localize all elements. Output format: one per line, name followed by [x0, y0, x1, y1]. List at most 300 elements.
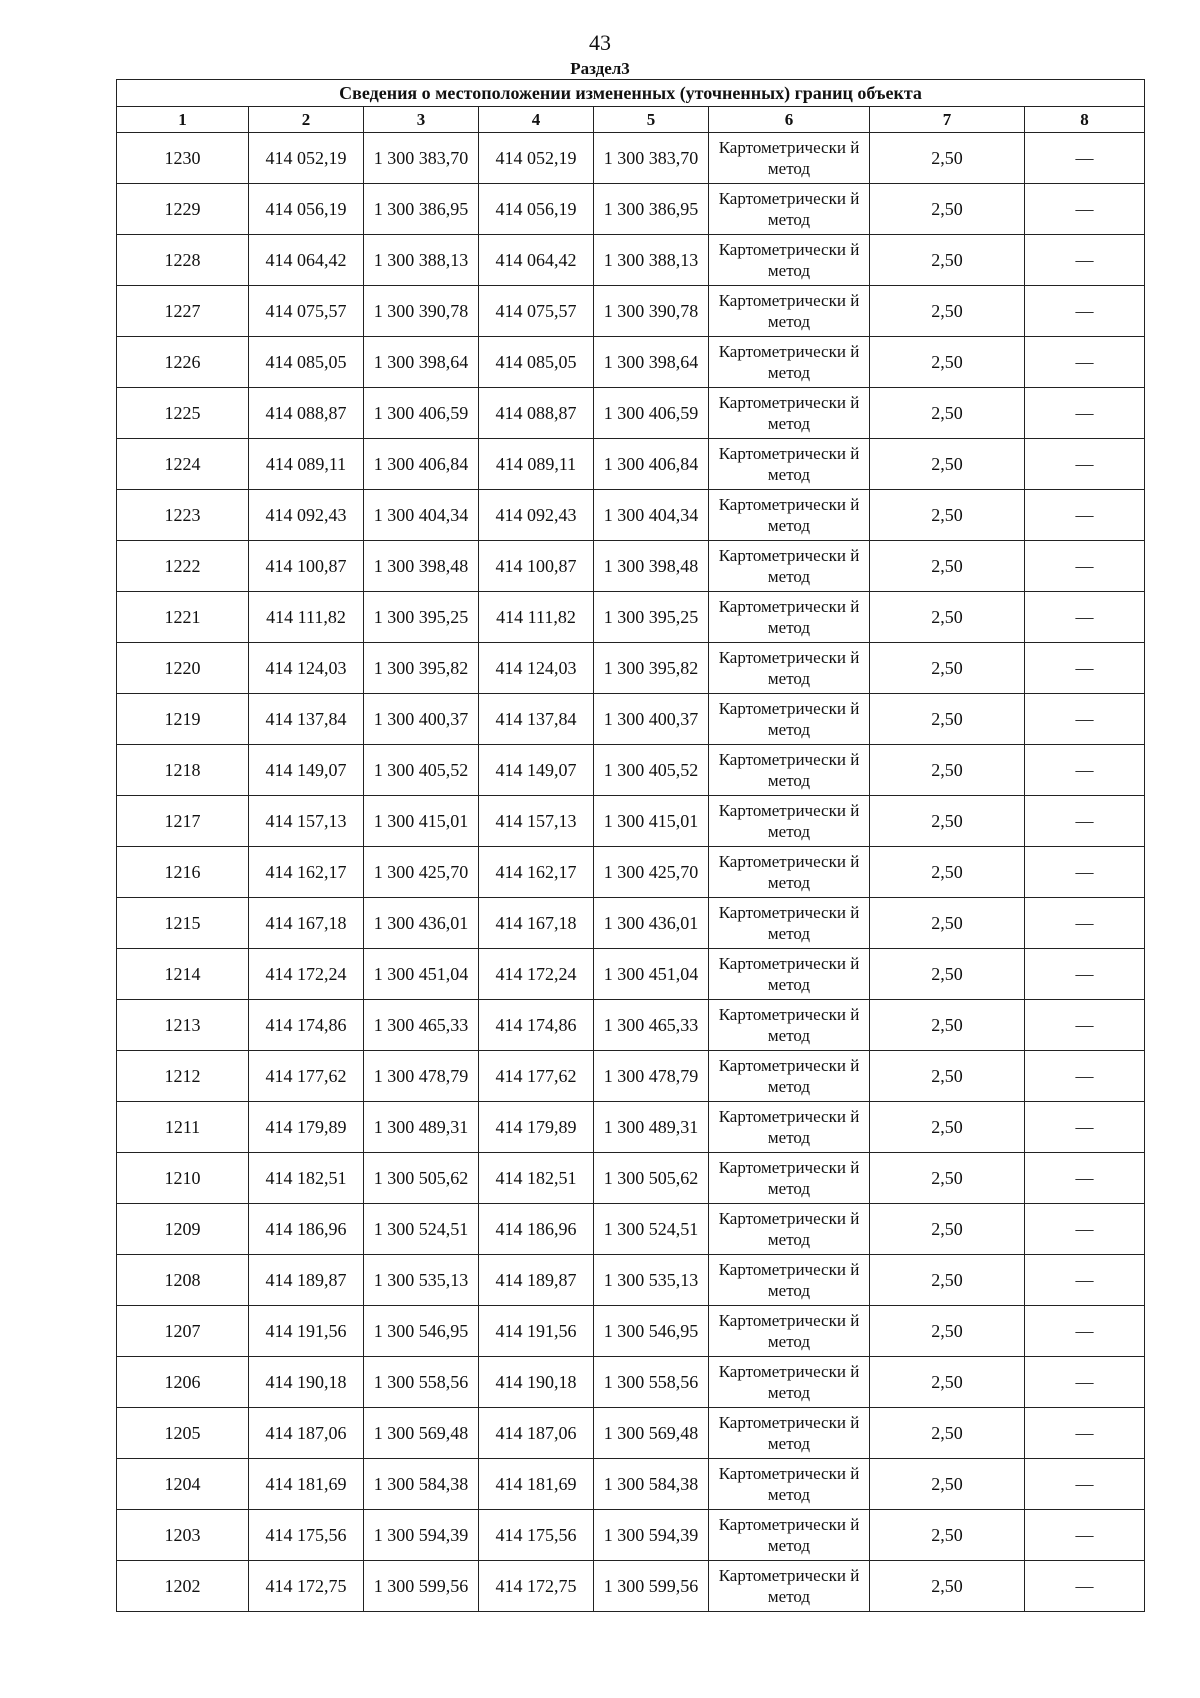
cell-description: [1025, 1459, 1145, 1510]
cell-x-existing: 414 100,87: [249, 541, 364, 592]
table-row: [117, 643, 1145, 694]
cell-method: Картометрически й метод: [709, 1051, 870, 1102]
cell-x-new: 414 089,11: [479, 439, 594, 490]
table-row: [117, 745, 1145, 796]
column-header-row: [117, 107, 1145, 133]
cell-point-number: 1221: [117, 592, 249, 643]
table-row: [117, 796, 1145, 847]
cell-accuracy: 2,50: [870, 1102, 1025, 1153]
cell-x-existing: 414 182,51: [249, 1153, 364, 1204]
cell-x-new: 414 124,03: [479, 643, 594, 694]
cell-method: Картометрически й метод: [709, 643, 870, 694]
cell-y-existing: 1 300 505,62: [364, 1153, 479, 1204]
dash-mark: —: [1075, 1015, 1094, 1035]
cell-description: [1025, 643, 1145, 694]
cell-description: [1025, 286, 1145, 337]
cell-y-existing: 1 300 524,51: [364, 1204, 479, 1255]
cell-x-existing: 414 089,11: [249, 439, 364, 490]
cell-x-new: 414 191,56: [479, 1306, 594, 1357]
cell-y-existing: 1 300 406,84: [364, 439, 479, 490]
column-header-1: 1: [117, 107, 249, 133]
cell-y-existing: 1 300 489,31: [364, 1102, 479, 1153]
cell-point-number: 1218: [117, 745, 249, 796]
dash-mark: —: [1075, 607, 1094, 627]
cell-accuracy: 2,50: [870, 1000, 1025, 1051]
cell-description: [1025, 1357, 1145, 1408]
cell-x-new: 414 085,05: [479, 337, 594, 388]
cell-accuracy: 2,50: [870, 796, 1025, 847]
dash-mark: —: [1075, 811, 1094, 831]
table-caption-row: [117, 80, 1145, 107]
cell-y-existing: 1 300 599,56: [364, 1561, 479, 1612]
table-row: [117, 490, 1145, 541]
cell-x-existing: 414 172,75: [249, 1561, 364, 1612]
cell-description: [1025, 1510, 1145, 1561]
dash-mark: —: [1075, 505, 1094, 525]
dash-mark: —: [1075, 1219, 1094, 1239]
table-row: [117, 337, 1145, 388]
cell-description: [1025, 439, 1145, 490]
cell-y-existing: 1 300 594,39: [364, 1510, 479, 1561]
dash-mark: —: [1075, 1321, 1094, 1341]
page-number: 43: [589, 30, 611, 55]
cell-y-existing: 1 300 386,95: [364, 184, 479, 235]
cell-accuracy: 2,50: [870, 490, 1025, 541]
cell-description: [1025, 694, 1145, 745]
cell-x-existing: 414 175,56: [249, 1510, 364, 1561]
cell-point-number: 1222: [117, 541, 249, 592]
cell-y-existing: 1 300 406,59: [364, 388, 479, 439]
cell-x-new: 414 186,96: [479, 1204, 594, 1255]
cell-y-new: 1 300 383,70: [594, 133, 709, 184]
cell-accuracy: 2,50: [870, 949, 1025, 1000]
cell-point-number: 1208: [117, 1255, 249, 1306]
cell-x-new: 414 189,87: [479, 1255, 594, 1306]
cell-x-existing: 414 052,19: [249, 133, 364, 184]
cell-method: Картометрически й метод: [709, 184, 870, 235]
table-row: [117, 286, 1145, 337]
cell-description: [1025, 796, 1145, 847]
cell-x-new: 414 181,69: [479, 1459, 594, 1510]
table-caption: Сведения о местоположении измененных (уточненных) границ объекта: [117, 80, 1145, 107]
cell-x-existing: 414 162,17: [249, 847, 364, 898]
cell-y-existing: 1 300 400,37: [364, 694, 479, 745]
cell-point-number: 1220: [117, 643, 249, 694]
cell-accuracy: 2,50: [870, 1153, 1025, 1204]
cell-y-existing: 1 300 478,79: [364, 1051, 479, 1102]
cell-x-new: 414 100,87: [479, 541, 594, 592]
cell-point-number: 1223: [117, 490, 249, 541]
cell-accuracy: 2,50: [870, 694, 1025, 745]
cell-description: [1025, 1102, 1145, 1153]
cell-method: Картометрически й метод: [709, 541, 870, 592]
cell-description: [1025, 745, 1145, 796]
table-row: [117, 388, 1145, 439]
dash-mark: —: [1075, 1270, 1094, 1290]
cell-method: Картометрически й метод: [709, 1153, 870, 1204]
cell-accuracy: 2,50: [870, 541, 1025, 592]
cell-y-new: 1 300 489,31: [594, 1102, 709, 1153]
column-header-2: 2: [249, 107, 364, 133]
column-header-4: 4: [479, 107, 594, 133]
cell-point-number: 1216: [117, 847, 249, 898]
cell-method: Картометрически й метод: [709, 1306, 870, 1357]
cell-x-new: 414 056,19: [479, 184, 594, 235]
cell-y-new: 1 300 395,25: [594, 592, 709, 643]
cell-description: [1025, 1000, 1145, 1051]
cell-point-number: 1207: [117, 1306, 249, 1357]
cell-description: [1025, 1306, 1145, 1357]
cell-accuracy: 2,50: [870, 337, 1025, 388]
cell-method: Картометрически й метод: [709, 1408, 870, 1459]
dash-mark: —: [1075, 1576, 1094, 1596]
dash-mark: —: [1075, 862, 1094, 882]
cell-method: Картометрически й метод: [709, 1255, 870, 1306]
cell-method: Картометрически й метод: [709, 1510, 870, 1561]
cell-y-new: 1 300 478,79: [594, 1051, 709, 1102]
cell-accuracy: 2,50: [870, 1051, 1025, 1102]
dash-mark: —: [1075, 709, 1094, 729]
dash-mark: —: [1075, 199, 1094, 219]
cell-x-existing: 414 191,56: [249, 1306, 364, 1357]
cell-point-number: 1210: [117, 1153, 249, 1204]
cell-method: Картометрически й метод: [709, 796, 870, 847]
cell-method: Картометрически й метод: [709, 235, 870, 286]
cell-y-new: 1 300 584,38: [594, 1459, 709, 1510]
cell-accuracy: 2,50: [870, 286, 1025, 337]
cell-accuracy: 2,50: [870, 1255, 1025, 1306]
cell-y-existing: 1 300 395,25: [364, 592, 479, 643]
cell-method: Картометрически й метод: [709, 694, 870, 745]
cell-x-existing: 414 187,06: [249, 1408, 364, 1459]
cell-x-existing: 414 177,62: [249, 1051, 364, 1102]
cell-point-number: 1217: [117, 796, 249, 847]
dash-mark: —: [1075, 1117, 1094, 1137]
cell-x-existing: 414 075,57: [249, 286, 364, 337]
cell-description: [1025, 388, 1145, 439]
table-row: [117, 949, 1145, 1000]
dash-mark: —: [1075, 658, 1094, 678]
cell-y-existing: 1 300 404,34: [364, 490, 479, 541]
cell-method: Картометрически й метод: [709, 1459, 870, 1510]
cell-x-existing: 414 189,87: [249, 1255, 364, 1306]
cell-method: Картометрически й метод: [709, 133, 870, 184]
cell-x-new: 414 172,75: [479, 1561, 594, 1612]
cell-y-new: 1 300 594,39: [594, 1510, 709, 1561]
cell-method: Картометрически й метод: [709, 745, 870, 796]
cell-point-number: 1204: [117, 1459, 249, 1510]
cell-y-existing: 1 300 395,82: [364, 643, 479, 694]
cell-y-existing: 1 300 398,64: [364, 337, 479, 388]
cell-y-existing: 1 300 425,70: [364, 847, 479, 898]
column-header-5: 5: [594, 107, 709, 133]
cell-accuracy: 2,50: [870, 1306, 1025, 1357]
cell-x-existing: 414 111,82: [249, 592, 364, 643]
cell-description: [1025, 235, 1145, 286]
cell-x-new: 414 075,57: [479, 286, 594, 337]
cell-y-new: 1 300 425,70: [594, 847, 709, 898]
cell-accuracy: 2,50: [870, 1510, 1025, 1561]
cell-method: Картометрически й метод: [709, 388, 870, 439]
cell-accuracy: 2,50: [870, 439, 1025, 490]
cell-point-number: 1213: [117, 1000, 249, 1051]
cell-y-existing: 1 300 546,95: [364, 1306, 479, 1357]
cell-point-number: 1202: [117, 1561, 249, 1612]
cell-method: Картометрически й метод: [709, 898, 870, 949]
cell-description: [1025, 1561, 1145, 1612]
table-row: [117, 541, 1145, 592]
table-row: [117, 133, 1145, 184]
cell-x-existing: 414 172,24: [249, 949, 364, 1000]
table-row: [117, 184, 1145, 235]
cell-y-existing: 1 300 569,48: [364, 1408, 479, 1459]
cell-x-new: 414 177,62: [479, 1051, 594, 1102]
dash-mark: —: [1075, 250, 1094, 270]
dash-mark: —: [1075, 1066, 1094, 1086]
dash-mark: —: [1075, 301, 1094, 321]
cell-y-new: 1 300 451,04: [594, 949, 709, 1000]
cell-description: [1025, 541, 1145, 592]
cell-description: [1025, 490, 1145, 541]
cell-description: [1025, 133, 1145, 184]
table-row: [117, 694, 1145, 745]
cell-accuracy: 2,50: [870, 388, 1025, 439]
cell-y-existing: 1 300 451,04: [364, 949, 479, 1000]
cell-description: [1025, 184, 1145, 235]
cell-x-existing: 414 157,13: [249, 796, 364, 847]
table-row: [117, 1000, 1145, 1051]
table-row: [117, 898, 1145, 949]
cell-y-existing: 1 300 383,70: [364, 133, 479, 184]
cell-y-new: 1 300 436,01: [594, 898, 709, 949]
cell-y-new: 1 300 505,62: [594, 1153, 709, 1204]
cell-point-number: 1206: [117, 1357, 249, 1408]
cell-accuracy: 2,50: [870, 1204, 1025, 1255]
cell-point-number: 1203: [117, 1510, 249, 1561]
cell-point-number: 1209: [117, 1204, 249, 1255]
cell-method: Картометрически й метод: [709, 439, 870, 490]
cell-y-new: 1 300 405,52: [594, 745, 709, 796]
table-row: [117, 235, 1145, 286]
dash-mark: —: [1075, 454, 1094, 474]
cell-y-new: 1 300 524,51: [594, 1204, 709, 1255]
cell-y-existing: 1 300 465,33: [364, 1000, 479, 1051]
cell-point-number: 1211: [117, 1102, 249, 1153]
cell-x-new: 414 111,82: [479, 592, 594, 643]
column-header-6: 6: [709, 107, 870, 133]
cell-y-new: 1 300 400,37: [594, 694, 709, 745]
cell-x-existing: 414 085,05: [249, 337, 364, 388]
cell-method: Картометрически й метод: [709, 1000, 870, 1051]
cell-method: Картометрически й метод: [709, 286, 870, 337]
column-header-3: 3: [364, 107, 479, 133]
cell-x-existing: 414 179,89: [249, 1102, 364, 1153]
cell-y-existing: 1 300 436,01: [364, 898, 479, 949]
cell-method: Картометрически й метод: [709, 1204, 870, 1255]
cell-y-new: 1 300 404,34: [594, 490, 709, 541]
cell-y-existing: 1 300 535,13: [364, 1255, 479, 1306]
dash-mark: —: [1075, 556, 1094, 576]
cell-method: Картометрически й метод: [709, 847, 870, 898]
cell-x-existing: 414 124,03: [249, 643, 364, 694]
table-row: [117, 1102, 1145, 1153]
dash-mark: —: [1075, 1525, 1094, 1545]
dash-mark: —: [1075, 403, 1094, 423]
cell-x-new: 414 175,56: [479, 1510, 594, 1561]
cell-x-existing: 414 056,19: [249, 184, 364, 235]
cell-x-existing: 414 092,43: [249, 490, 364, 541]
cell-y-existing: 1 300 415,01: [364, 796, 479, 847]
cell-y-existing: 1 300 558,56: [364, 1357, 479, 1408]
table-row: [117, 1459, 1145, 1510]
dash-mark: —: [1075, 760, 1094, 780]
cell-x-existing: 414 190,18: [249, 1357, 364, 1408]
cell-method: Картометрически й метод: [709, 949, 870, 1000]
cell-y-new: 1 300 415,01: [594, 796, 709, 847]
cell-x-new: 414 174,86: [479, 1000, 594, 1051]
cell-y-existing: 1 300 584,38: [364, 1459, 479, 1510]
cell-accuracy: 2,50: [870, 745, 1025, 796]
boundary-coordinates-table: [116, 79, 1145, 1612]
cell-x-new: 414 190,18: [479, 1357, 594, 1408]
table-row: [117, 1255, 1145, 1306]
cell-description: [1025, 898, 1145, 949]
cell-point-number: 1219: [117, 694, 249, 745]
cell-accuracy: 2,50: [870, 592, 1025, 643]
cell-description: [1025, 1153, 1145, 1204]
table-row: [117, 1510, 1145, 1561]
cell-x-new: 414 179,89: [479, 1102, 594, 1153]
cell-x-existing: 414 137,84: [249, 694, 364, 745]
dash-mark: —: [1075, 964, 1094, 984]
table-row: [117, 1153, 1145, 1204]
cell-method: Картометрически й метод: [709, 490, 870, 541]
cell-description: [1025, 949, 1145, 1000]
cell-accuracy: 2,50: [870, 898, 1025, 949]
cell-description: [1025, 1408, 1145, 1459]
cell-y-new: 1 300 395,82: [594, 643, 709, 694]
cell-x-new: 414 092,43: [479, 490, 594, 541]
cell-x-new: 414 172,24: [479, 949, 594, 1000]
cell-accuracy: 2,50: [870, 1561, 1025, 1612]
cell-description: [1025, 337, 1145, 388]
cell-y-new: 1 300 390,78: [594, 286, 709, 337]
cell-accuracy: 2,50: [870, 1408, 1025, 1459]
cell-point-number: 1215: [117, 898, 249, 949]
cell-y-new: 1 300 406,59: [594, 388, 709, 439]
cell-y-new: 1 300 599,56: [594, 1561, 709, 1612]
table-row: [117, 439, 1145, 490]
table-row: [117, 1051, 1145, 1102]
table-row: [117, 1306, 1145, 1357]
cell-x-new: 414 137,84: [479, 694, 594, 745]
cell-x-existing: 414 149,07: [249, 745, 364, 796]
column-header-7: 7: [870, 107, 1025, 133]
cell-y-new: 1 300 398,64: [594, 337, 709, 388]
cell-point-number: 1224: [117, 439, 249, 490]
cell-accuracy: 2,50: [870, 235, 1025, 286]
cell-point-number: 1212: [117, 1051, 249, 1102]
cell-point-number: 1225: [117, 388, 249, 439]
table-row: [117, 1357, 1145, 1408]
dash-mark: —: [1075, 1372, 1094, 1392]
cell-point-number: 1214: [117, 949, 249, 1000]
table-row: [117, 1408, 1145, 1459]
cell-y-existing: 1 300 388,13: [364, 235, 479, 286]
dash-mark: —: [1075, 352, 1094, 372]
cell-y-new: 1 300 398,48: [594, 541, 709, 592]
table-row: [117, 1561, 1145, 1612]
cell-accuracy: 2,50: [870, 184, 1025, 235]
cell-point-number: 1228: [117, 235, 249, 286]
cell-description: [1025, 847, 1145, 898]
cell-y-new: 1 300 558,56: [594, 1357, 709, 1408]
table-row: [117, 1204, 1145, 1255]
cell-x-new: 414 064,42: [479, 235, 594, 286]
cell-y-new: 1 300 535,13: [594, 1255, 709, 1306]
cell-x-new: 414 149,07: [479, 745, 594, 796]
cell-y-new: 1 300 569,48: [594, 1408, 709, 1459]
cell-accuracy: 2,50: [870, 643, 1025, 694]
table-body: [117, 133, 1145, 1612]
cell-description: [1025, 1051, 1145, 1102]
table-row: [117, 592, 1145, 643]
cell-point-number: 1229: [117, 184, 249, 235]
cell-x-existing: 414 186,96: [249, 1204, 364, 1255]
cell-method: Картометрически й метод: [709, 592, 870, 643]
column-header-8: 8: [1025, 107, 1145, 133]
cell-x-existing: 414 167,18: [249, 898, 364, 949]
cell-method: Картометрически й метод: [709, 1102, 870, 1153]
cell-method: Картометрически й метод: [709, 1357, 870, 1408]
cell-y-new: 1 300 406,84: [594, 439, 709, 490]
cell-x-existing: 414 064,42: [249, 235, 364, 286]
cell-accuracy: 2,50: [870, 1357, 1025, 1408]
cell-y-existing: 1 300 398,48: [364, 541, 479, 592]
cell-accuracy: 2,50: [870, 1459, 1025, 1510]
section-title: Раздел3: [570, 59, 630, 78]
cell-accuracy: 2,50: [870, 133, 1025, 184]
cell-x-existing: 414 174,86: [249, 1000, 364, 1051]
dash-mark: —: [1075, 1423, 1094, 1443]
cell-x-existing: 414 181,69: [249, 1459, 364, 1510]
cell-x-new: 414 167,18: [479, 898, 594, 949]
cell-method: Картометрически й метод: [709, 337, 870, 388]
cell-x-new: 414 088,87: [479, 388, 594, 439]
dash-mark: —: [1075, 1168, 1094, 1188]
cell-y-new: 1 300 388,13: [594, 235, 709, 286]
cell-y-existing: 1 300 390,78: [364, 286, 479, 337]
cell-description: [1025, 592, 1145, 643]
cell-x-new: 414 157,13: [479, 796, 594, 847]
cell-accuracy: 2,50: [870, 847, 1025, 898]
cell-x-existing: 414 088,87: [249, 388, 364, 439]
dash-mark: —: [1075, 913, 1094, 933]
cell-description: [1025, 1255, 1145, 1306]
cell-y-new: 1 300 386,95: [594, 184, 709, 235]
cell-y-new: 1 300 465,33: [594, 1000, 709, 1051]
cell-x-new: 414 052,19: [479, 133, 594, 184]
cell-point-number: 1230: [117, 133, 249, 184]
cell-description: [1025, 1204, 1145, 1255]
table-row: [117, 847, 1145, 898]
cell-x-new: 414 162,17: [479, 847, 594, 898]
cell-y-new: 1 300 546,95: [594, 1306, 709, 1357]
cell-point-number: 1227: [117, 286, 249, 337]
dash-mark: —: [1075, 1474, 1094, 1494]
cell-y-existing: 1 300 405,52: [364, 745, 479, 796]
cell-x-new: 414 182,51: [479, 1153, 594, 1204]
